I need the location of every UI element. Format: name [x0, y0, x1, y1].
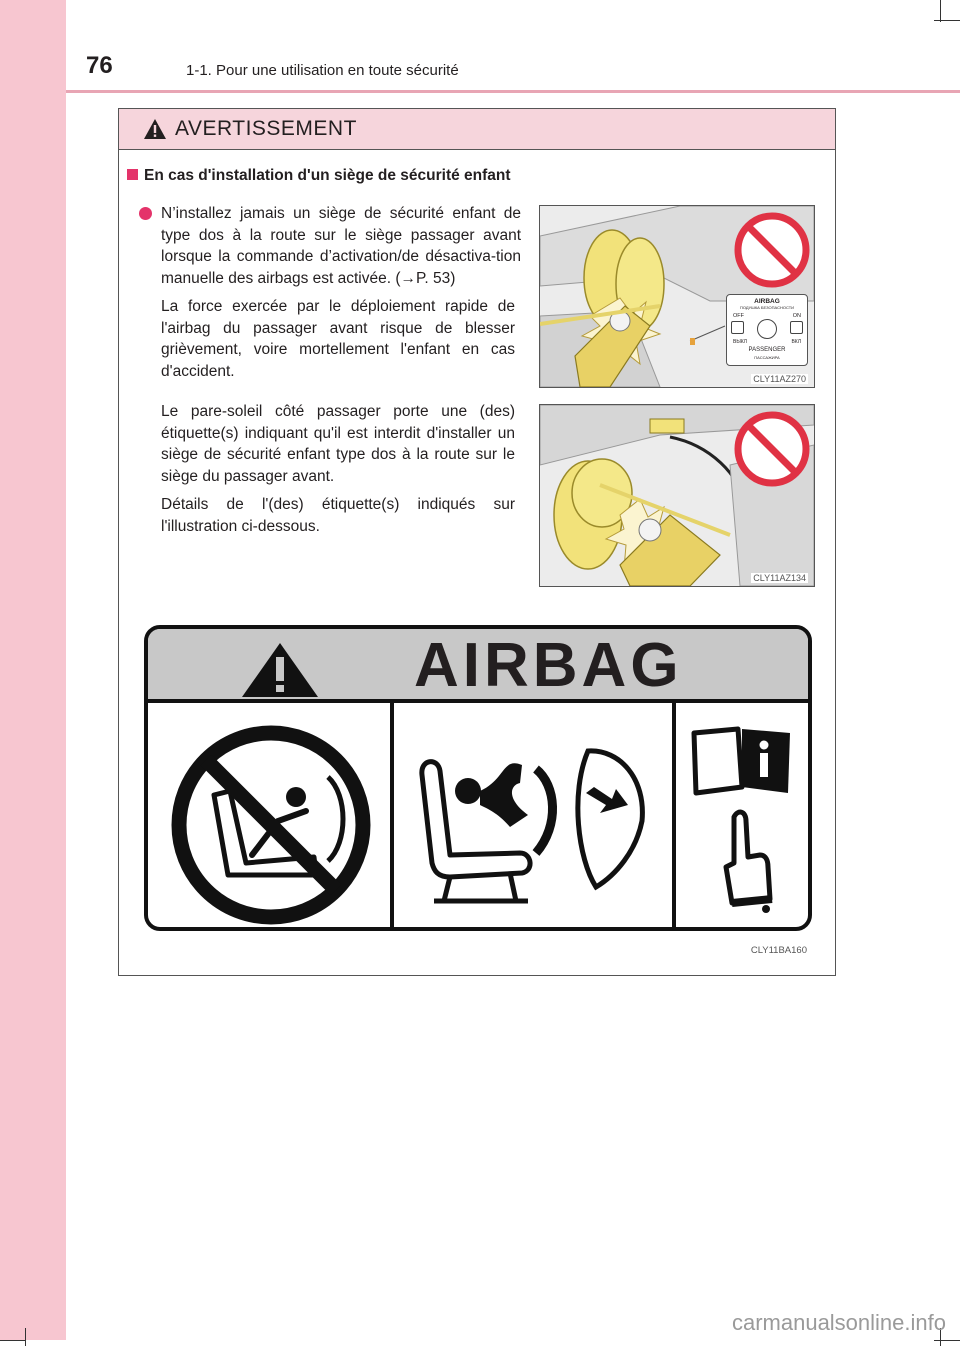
- subheading: [127, 167, 511, 185]
- label-figure-code: CLY11BA160: [750, 945, 807, 956]
- airbag-off-icon: [731, 321, 744, 334]
- paragraph-4: Détails de l'(des) étiquette(s) indiqués sur l'illustration ci-dessous.: [161, 496, 515, 535]
- no-rear-facing-seat-icon: [166, 725, 376, 925]
- switch-keyhole-icon: [757, 319, 777, 339]
- figure-sun-visor: [539, 404, 815, 587]
- switch-on-ru-label: ВКЛ: [791, 339, 801, 345]
- switch-subtitle: ПОДУШКА БЕЗОПАСНОСТИ: [739, 305, 795, 310]
- prohibition-icon: [734, 411, 810, 487]
- warning-box: [118, 108, 836, 976]
- warning-title: AVERTISSEMENT: [175, 117, 357, 140]
- label-divider: [672, 703, 676, 931]
- section-title: 1-1. Pour une utilisation en toute sécurité: [186, 62, 459, 79]
- switch-passenger-ru-label: ПАССАЖИРА: [754, 355, 780, 360]
- warning-triangle-icon: [143, 118, 167, 140]
- left-margin-band: [0, 0, 66, 1340]
- airbag-on-icon: [790, 321, 803, 334]
- header-rule: [66, 90, 960, 93]
- crop-mark: [934, 20, 960, 21]
- figure-1-code: CLY11AZ270: [753, 374, 806, 384]
- paragraph-3: Le pare-soleil côté passager porte une (des) étiquette(s) indiquant qu'il est interdit d'installer un siège de sécurité enfant type dos à la route sur le siège du passager avant.: [161, 403, 515, 485]
- page-number: 76: [86, 52, 113, 79]
- crop-mark: [934, 1340, 960, 1341]
- switch-off-ru-label: ВЫКЛ: [733, 339, 747, 345]
- figure-2-code: CLY11AZ134: [753, 573, 806, 583]
- prohibition-icon: [734, 212, 810, 288]
- crop-mark: [940, 0, 941, 22]
- subheading-text: En cas d'installation d'un siège de sécurité enfant: [144, 167, 511, 184]
- paragraph-2: La force exercée par le déploiement rapide de l'airbag du passager avant risque de blesser grièvement, voire mortellement l'enfant en cas d'accident.: [161, 298, 515, 380]
- owners-manual-icon: [688, 717, 800, 927]
- airbag-label-header: [148, 629, 808, 703]
- switch-on-label: ON: [792, 313, 801, 319]
- warning-triangle-icon: [240, 641, 320, 699]
- airbag-switch-panel: [726, 294, 808, 366]
- crop-mark: [0, 1340, 26, 1341]
- airbag-deployment-icon: [410, 735, 660, 915]
- switch-passenger-label: PASSENGER: [748, 347, 786, 353]
- warning-header: [119, 109, 835, 150]
- watermark: carmanualsonline.info: [731, 1310, 946, 1335]
- switch-off-label: OFF: [733, 313, 744, 319]
- airbag-label-title: AIRBAG: [414, 631, 683, 700]
- square-bullet-icon: [127, 169, 138, 180]
- round-bullet-icon: [139, 207, 152, 220]
- label-divider: [390, 703, 394, 931]
- crop-mark: [25, 1328, 26, 1346]
- airbag-warning-label: [144, 625, 812, 931]
- switch-title: AIRBAG: [754, 298, 780, 305]
- paragraph-1: N’installez jamais un siège de sécurité enfant de type dos à la route sur le siège passager avant lorsque la commande d’activation/de désactiva-tion manuelle des airbags est activée. (→P. 53): [161, 205, 521, 287]
- figure-airbag-switch: [539, 205, 815, 388]
